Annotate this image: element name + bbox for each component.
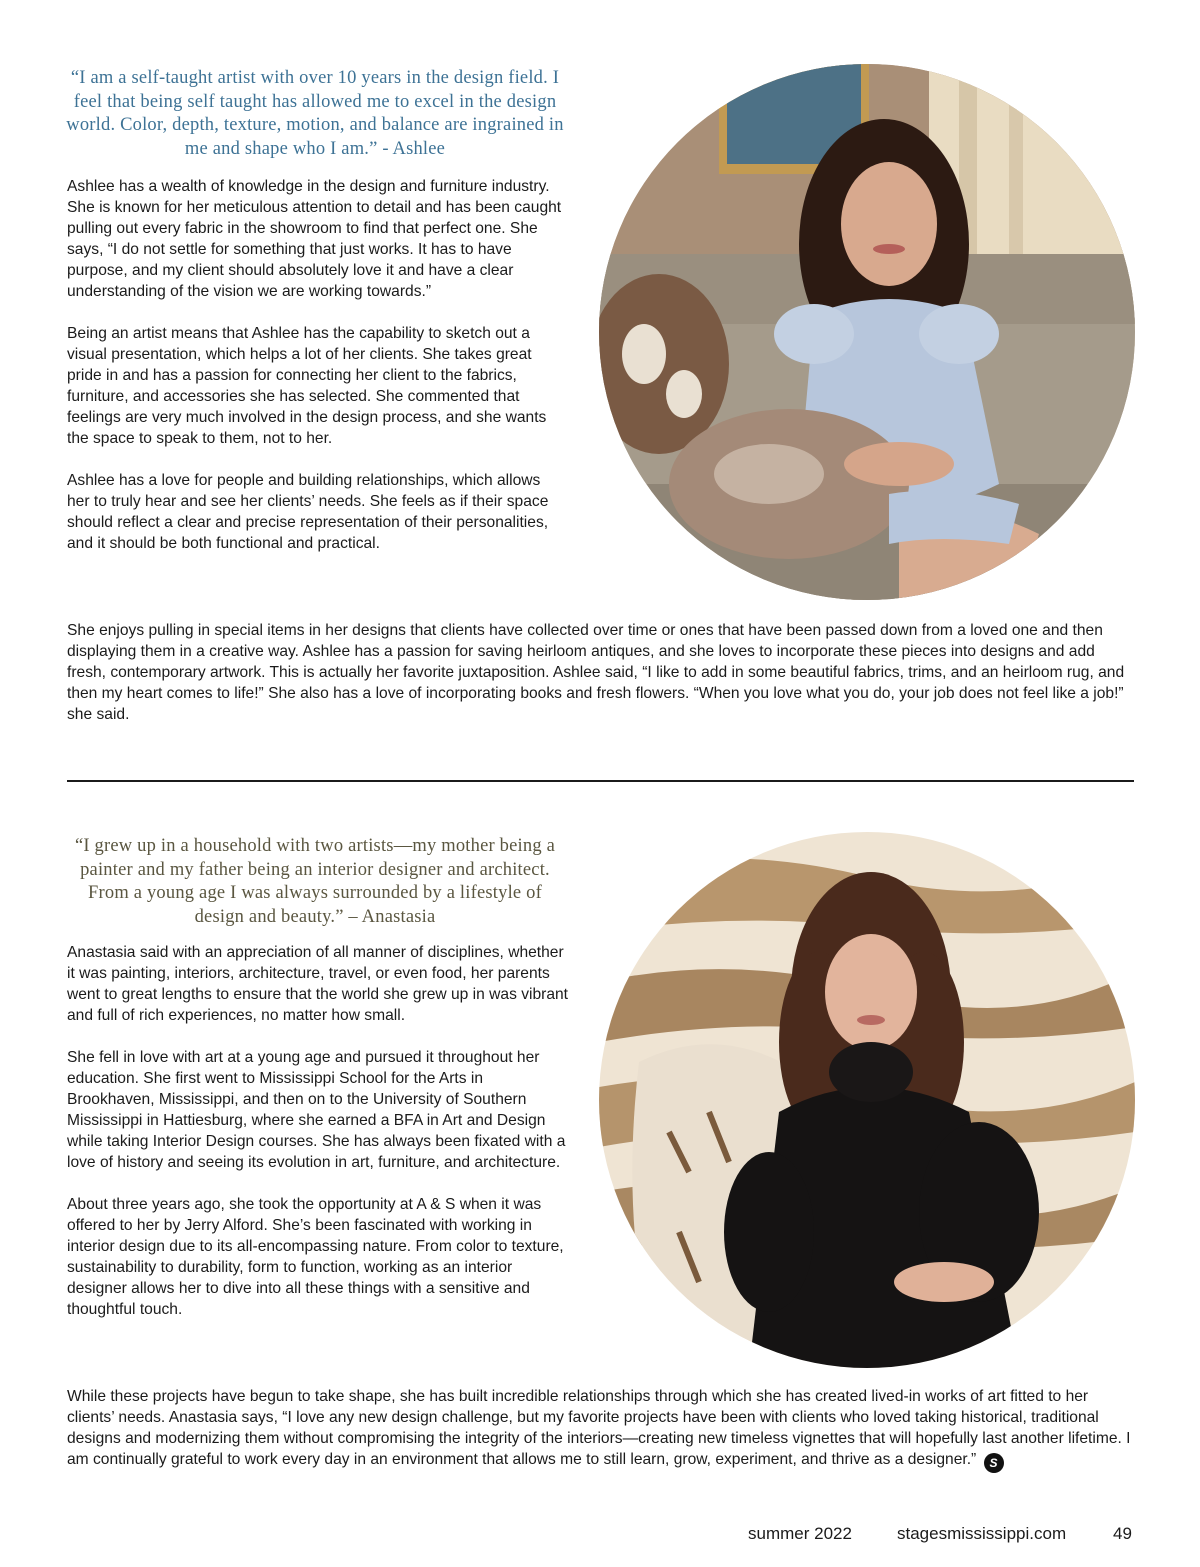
paragraph: Being an artist means that Ashlee has the capability to sketch out a visual presentation, which helps a lot of her clients. She takes great pride in and has a passion for connecting her client to the fabrics, furniture, and accessories she has selected. She commented that feelings are very much involved in the design process, and she wants the space to speak to them, not to her. — [67, 325, 547, 447]
ashlee-portrait-illustration — [599, 64, 1135, 600]
page-footer — [0, 1524, 1200, 1548]
anastasia-full-width-paragraph — [67, 1386, 1137, 1494]
paragraph: Anastasia said with an appreciation of all manner of disciplines, whether it was painting, interiors, architecture, travel, or even food, her parents went to great lengths to ensure that the world she grew up in was vibrant and full of rich experiences, no matter how small. — [67, 944, 569, 1024]
paragraph: Ashlee has a love for people and building relationships, which allows her to truly hear and see her clients’ needs. She feels as if their space should reflect a clear and precise representation of their personalities, and it should be both functional and practical. — [67, 472, 549, 552]
ashlee-portrait-photo — [599, 64, 1135, 600]
pull-quote-anastasia: “I grew up in a household with two artists—my mother being a painter and my father being an interior designer and architect. From a young age I was always surrounded by a lifestyle of design and beauty.” – Anastasia — [74, 836, 556, 927]
closing-paragraph-text: While these projects have begun to take shape, she has built incredible relationships through which she has created lived-in works of art fitted to her clients’ needs. Anastasia says, “I love any new design challenge, but my favorite projects have been with clients who loved taking historical, traditional designs and modernizing them without compromising the integrity of the interiors—creating new timeless vignettes that will hopefully last another lifetime. I am continually grateful to work every day in an environment that allows me to still learn, grow, experiment, and thrive as a designer.” — [67, 1388, 1131, 1468]
paragraph: She enjoys pulling in special items in her designs that clients have collected over time or ones that have been passed down from a loved one and then displaying them in a creative way. Ashlee has a passion for saving heirloom antiques, and she loves to incorporate these pieces into designs and add fresh, contemporary artwork. This is actually her favorite juxtaposition. Ashlee said, “I like to add in some beautiful fabrics, trims, and an heirloom rug, and then my heart comes to life!” She also has a love of incorporating books and fresh flowers. “When you love what you do, your job does not feel like a job!” she said. — [67, 622, 1125, 723]
ashlee-full-width-paragraph — [67, 620, 1137, 746]
page-number: 49 — [1113, 1524, 1132, 1543]
anastasia-portrait-photo — [599, 832, 1135, 1368]
anastasia-article-column — [67, 942, 572, 1341]
footer-issue: summer 2022 — [748, 1524, 852, 1543]
paragraph — [67, 1386, 1137, 1473]
paragraph: She fell in love with art at a young age and pursued it throughout her education. She first went to Mississippi School for the Arts in Brookhaven, Mississippi, and then on to the University of Southern Mississippi in Hattiesburg, where she earned a BFA in Art and Design while taking Interior Design courses. She has always been fixated with a love of history and seeing its evolution in art, furniture, and architecture. — [67, 1049, 566, 1171]
paragraph: About three years ago, she took the opportunity at A & S when it was offered to her by Jerry Alford. She’s been fascinated with working in interior design due to its all-encompassing nature. From color to texture, sustainability to durability, form to function, working as an interior designer allows her to dive into all these things with a sensitive and thoughtful touch. — [67, 1196, 564, 1318]
paragraph: Ashlee has a wealth of knowledge in the design and furniture industry. She is known for her meticulous attention to detail and has been caught pulling out every fabric in the showroom to find that perfect one. She says, “I do not settle for something that just works. It has to have purpose, and my client should absolutely love it and have a clear understanding of the vision we are working towards.” — [67, 178, 562, 300]
pull-quote-ashlee: “I am a self-taught artist with over 10 years in the design field. I feel that being self taught has allowed me to excel in the design world. Color, depth, texture, motion, and balance are ingrained in me and shape who I am.” - Ashlee — [66, 68, 564, 159]
anastasia-portrait-illustration — [599, 832, 1135, 1368]
stages-end-mark-icon: S — [984, 1453, 1004, 1473]
footer-website: stagesmississippi.com — [897, 1524, 1067, 1543]
ashlee-article-column — [67, 176, 567, 575]
section-divider — [67, 780, 1134, 782]
